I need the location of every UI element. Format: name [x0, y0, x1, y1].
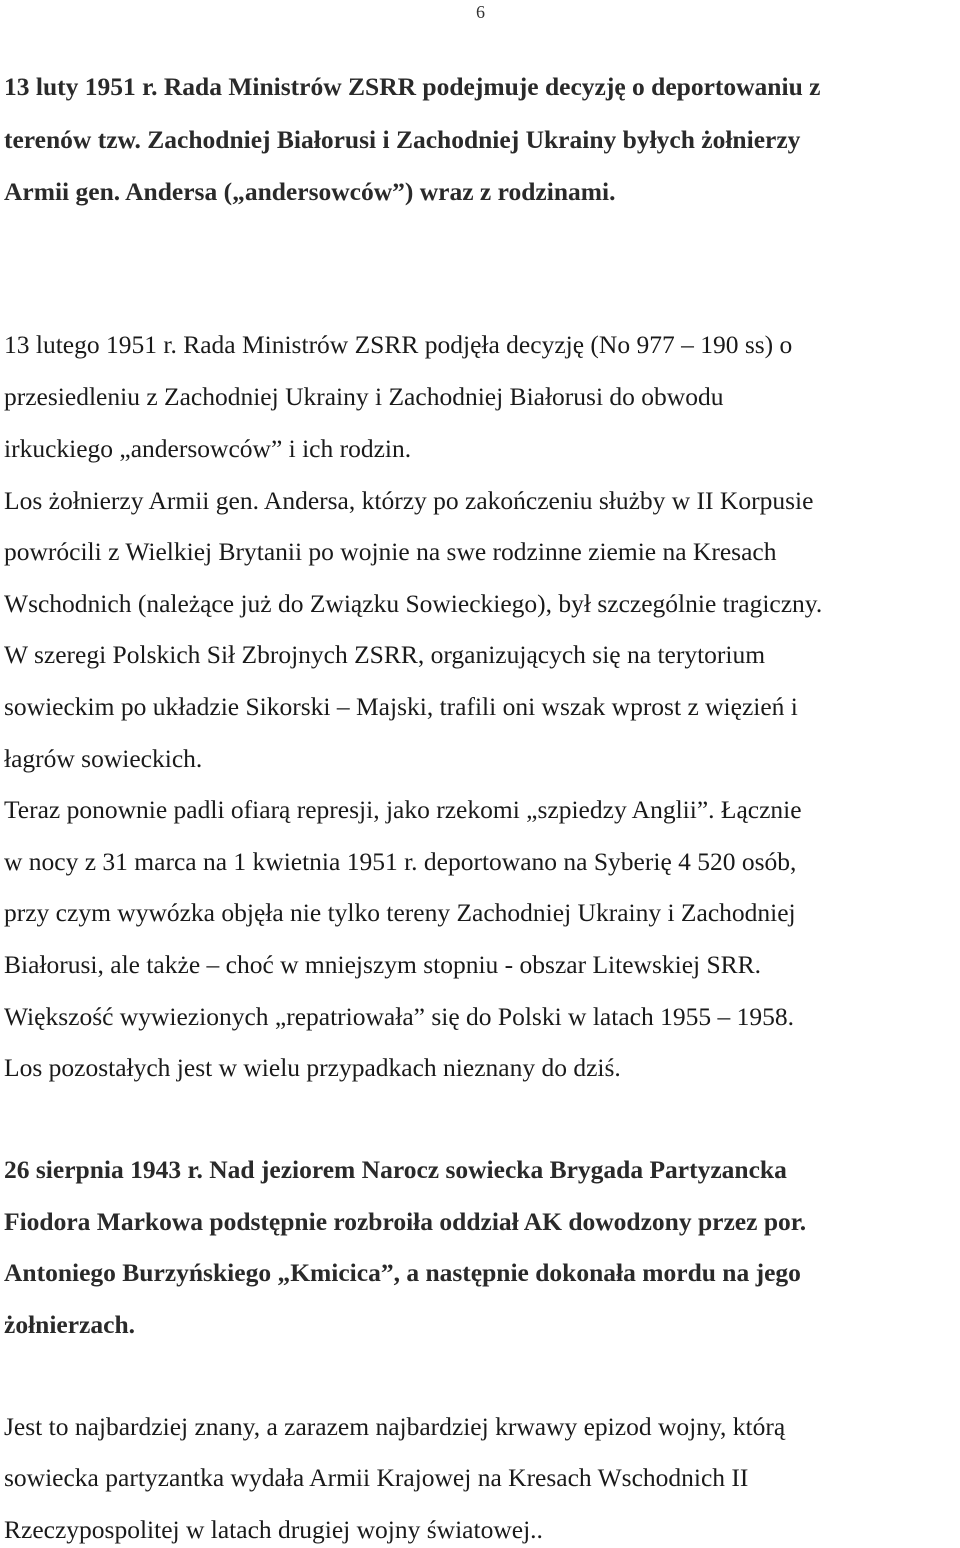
- text-line: 26 sierpnia 1943 r. Nad jeziorem Narocz sowiecka Brygada Partyzancka: [4, 1155, 787, 1184]
- text-line: powrócili z Wielkiej Brytanii po wojnie na swe rodzinne ziemie na Kresach: [4, 537, 777, 566]
- text-line: Jest to najbardziej znany, a zarazem najbardziej krwawy epizod wojny, którą: [4, 1412, 786, 1441]
- text-line: żołnierzach.: [4, 1310, 135, 1339]
- text-line: Teraz ponownie padli ofiarą represji, jako rzekomi „szpiedzy Anglii”. Łącznie: [4, 795, 802, 824]
- text-line: Większość wywiezionych „repatriowała” się do Polski w latach 1955 – 1958.: [4, 1002, 794, 1031]
- text-line: Antoniego Burzyńskiego „Kmicica”, a następnie dokonała mordu na jego: [4, 1258, 801, 1287]
- text-line: łagrów sowieckich.: [4, 744, 203, 773]
- text-line: Los żołnierzy Armii gen. Andersa, którzy po zakończeniu służby w II Korpusie: [4, 486, 814, 515]
- text-line: Wschodnich (należące już do Związku Sowieckiego), był szczególnie tragiczny.: [4, 589, 823, 618]
- text-line: Fiodora Markowa podstępnie rozbroiła oddział AK dowodzony przez por.: [4, 1207, 807, 1236]
- text-line: 13 lutego 1951 r. Rada Ministrów ZSRR podjęła decyzję (No 977 – 190 ss) o: [4, 330, 793, 359]
- text-line: Armii gen. Andersa („andersowców”) wraz z rodzinami.: [4, 177, 616, 206]
- text-line: irkuckiego „andersowców” i ich rodzin.: [4, 434, 412, 463]
- text-line: przy czym wywózka objęła nie tylko tereny Zachodniej Ukrainy i Zachodniej: [4, 898, 796, 927]
- text-line: w nocy z 31 marca na 1 kwietnia 1951 r. deportowano na Syberię 4 520 osób,: [4, 847, 797, 876]
- text-line: sowieckim po układzie Sikorski – Majski, trafili oni wszak wprost z więzień i: [4, 692, 798, 721]
- text-line: terenów tzw. Zachodniej Białorusi i Zachodniej Ukrainy byłych żołnierzy: [4, 125, 801, 154]
- text-line: przesiedleniu z Zachodniej Ukrainy i Zachodniej Białorusi do obwodu: [4, 382, 724, 411]
- text-line: Los pozostałych jest w wielu przypadkach nieznany do dziś.: [4, 1053, 621, 1082]
- text-line: Rzeczypospolitej w latach drugiej wojny światowej..: [4, 1515, 543, 1544]
- text-line: sowiecka partyzantka wydała Armii Krajowej na Kresach Wschodnich II: [4, 1463, 749, 1492]
- page-number: 6: [476, 2, 485, 22]
- text-line: W szeregi Polskich Sił Zbrojnych ZSRR, organizujących się na terytorium: [4, 640, 766, 669]
- text-line: 13 luty 1951 r. Rada Ministrów ZSRR podejmuje decyzję o deportowaniu z: [4, 72, 821, 101]
- text-line: Białorusi, ale także – choć w mniejszym stopniu - obszar Litewskiej SRR.: [4, 950, 762, 979]
